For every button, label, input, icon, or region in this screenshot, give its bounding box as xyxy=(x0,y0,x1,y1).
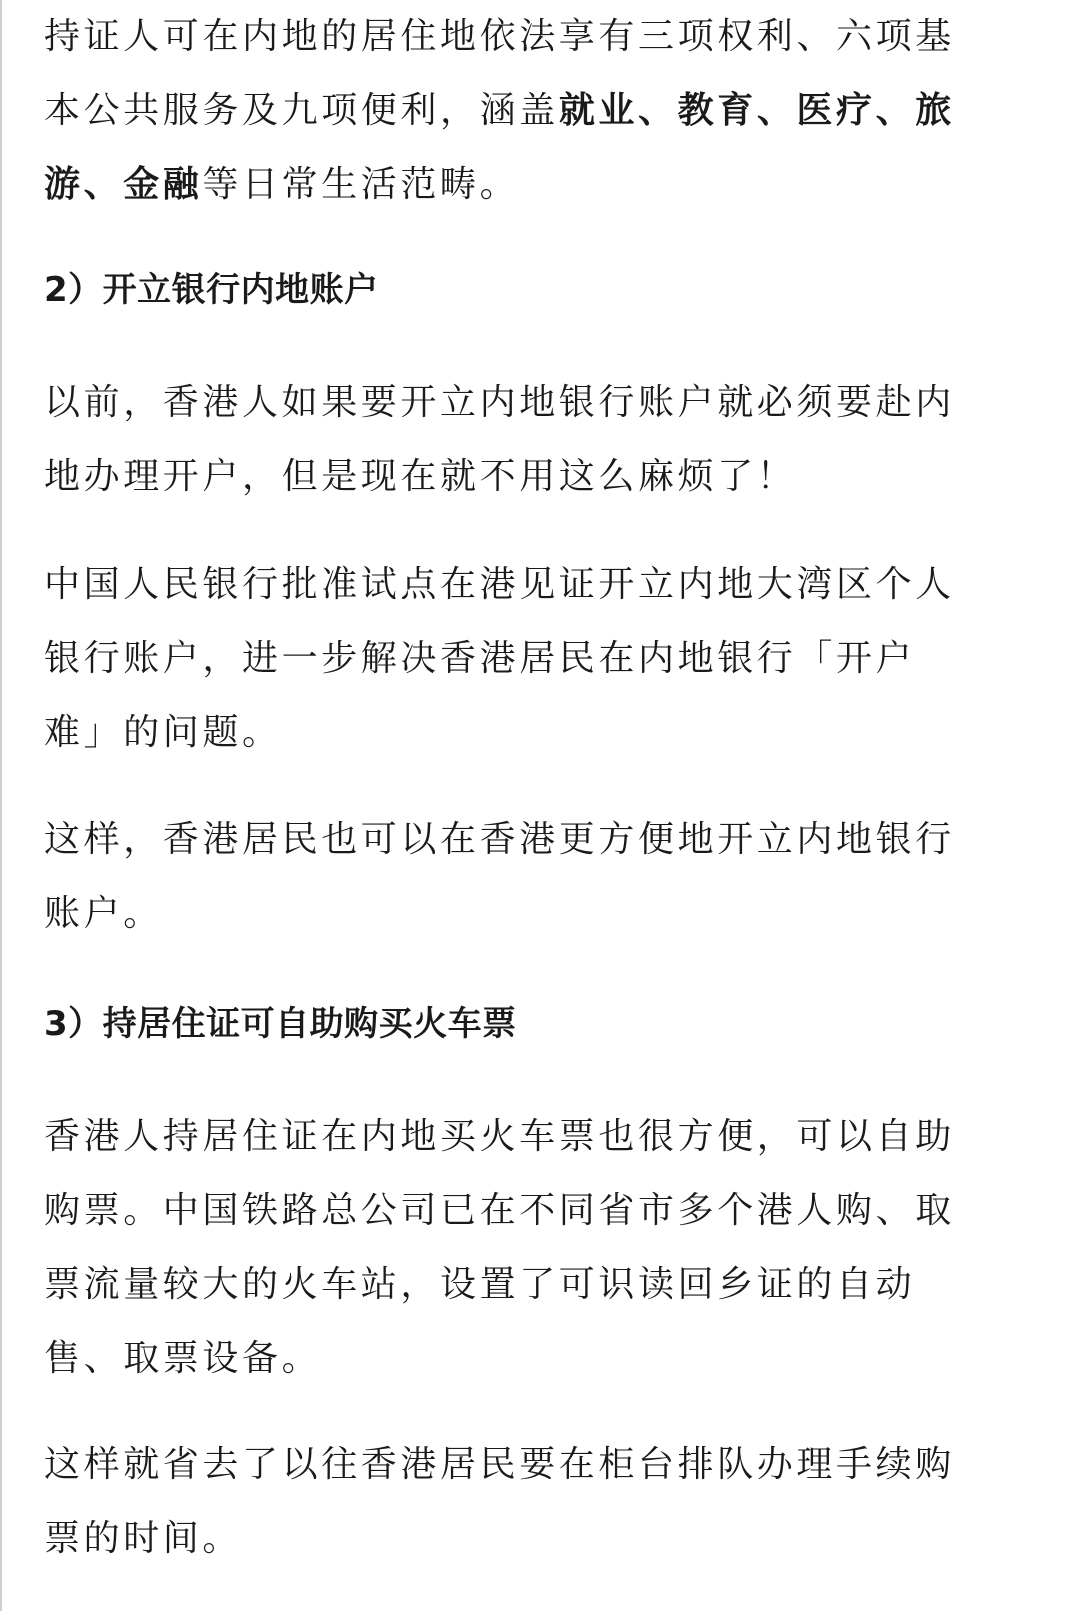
paragraph-resident-rights xyxy=(44,0,955,222)
text-line xyxy=(44,74,955,148)
section-heading-bank-account: 2）开立银行内地账户 xyxy=(44,270,379,310)
paragraph-bank-convenience xyxy=(44,803,955,951)
text-line: 持证人可在内地的居住地依法享有三项权利、六项基 xyxy=(44,16,955,57)
text-line: 购票。中国铁路总公司已在不同省市多个港人购、取 xyxy=(44,1190,955,1231)
text-line: 这样就省去了以往香港居民要在柜台排队办理手续购 xyxy=(44,1444,955,1485)
plain-text: 本公共服务及九项便利，涵盖 xyxy=(44,90,559,131)
bold-text: 就业、教育、医疗、旅 xyxy=(558,90,955,131)
text-line: 票流量较大的火车站，设置了可识读回乡证的自动 xyxy=(44,1264,916,1305)
paragraph-bank-before xyxy=(44,366,955,514)
plain-text: 等日常生活范畴。 xyxy=(202,164,520,205)
text-line: 以前，香港人如果要开立内地银行账户就必须要赴内 xyxy=(44,382,955,423)
bold-text: 游、金融 xyxy=(44,164,203,205)
left-edge-line xyxy=(0,0,2,1611)
text-line: 这样，香港居民也可以在香港更方便地开立内地银行 xyxy=(44,819,955,860)
paragraph-bank-pilot xyxy=(44,548,955,770)
text-line: 地办理开户，但是现在就不用这么麻烦了！ xyxy=(44,456,797,497)
text-line: 账户。 xyxy=(44,893,163,934)
text-line xyxy=(44,148,955,222)
text-line: 香港人持居住证在内地买火车票也很方便，可以自助 xyxy=(44,1116,955,1157)
paragraph-time-saving xyxy=(44,1428,955,1576)
text-line: 银行账户，进一步解决香港居民在内地银行「开户 xyxy=(44,638,916,679)
section-heading-train-tickets: 3）持居住证可自助购买火车票 xyxy=(44,1004,517,1044)
text-line: 难」的问题。 xyxy=(44,712,282,753)
paragraph-train-tickets xyxy=(44,1100,955,1396)
text-line: 售、取票设备。 xyxy=(44,1338,322,1379)
text-line: 票的时间。 xyxy=(44,1518,243,1559)
text-line: 中国人民银行批准试点在港见证开立内地大湾区个人 xyxy=(44,564,955,605)
